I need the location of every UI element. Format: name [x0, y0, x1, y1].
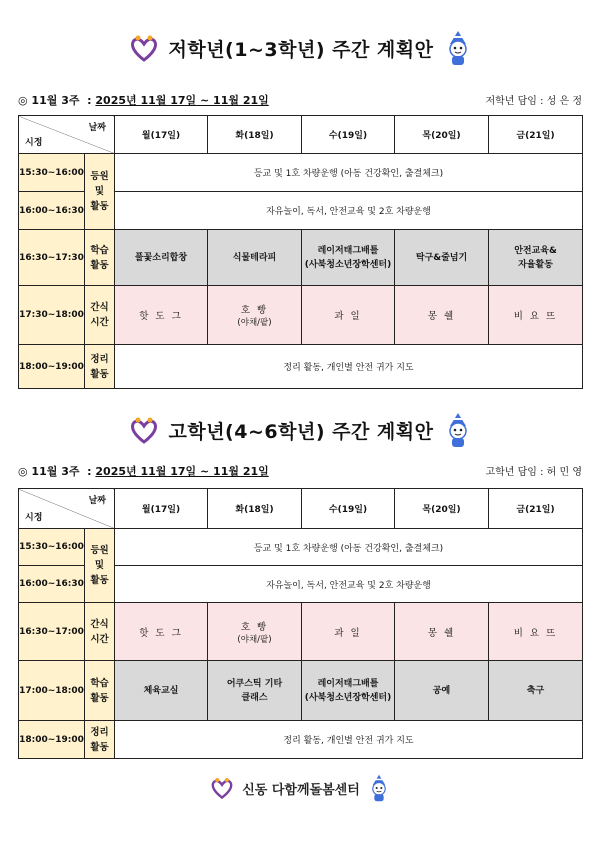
study-cell: 공예	[395, 661, 489, 721]
day-header: 월(17일)	[115, 489, 208, 529]
departure-activity: 정리 활동, 개인별 안전 귀가 지도	[115, 345, 583, 389]
day-header: 목(20일)	[395, 489, 489, 529]
mascot-icon	[444, 30, 472, 66]
upper-info-line	[18, 463, 582, 481]
upper-title-bar	[0, 410, 600, 450]
time-cell: 15:30~16:00	[19, 529, 85, 566]
category-cell: 등원 및 활동	[85, 154, 115, 230]
day-header: 금(21일)	[489, 116, 583, 154]
study-cell: 레이저태그배틀 (사북청소년장학센터)	[302, 230, 395, 286]
table-row	[19, 721, 583, 759]
time-cell: 16:30~17:00	[19, 603, 85, 661]
study-cell: 어쿠스틱 기타 클래스	[208, 661, 302, 721]
footer	[0, 770, 600, 806]
snack-cell: 호 빵 (야채/팥)	[208, 603, 302, 661]
category-cell: 학습 활동	[85, 661, 115, 721]
day-header: 수(19일)	[302, 489, 395, 529]
upper-teacher: 고학년 담임 : 허 민 영	[485, 467, 582, 478]
study-cell: 레이저태그배틀 (사북청소년장학센터)	[302, 661, 395, 721]
study-cell: 풀꽃소리합창	[115, 230, 208, 286]
mascot-icon	[444, 412, 472, 448]
departure-activity: 정리 활동, 개인별 안전 귀가 지도	[115, 721, 583, 759]
heart-logo-icon	[129, 33, 159, 63]
time-cell: 16:00~16:30	[19, 566, 85, 603]
lower-title: 저학년(1~3학년) 주간 계획안	[168, 38, 434, 61]
time-cell: 16:00~16:30	[19, 192, 85, 230]
corner-header	[19, 489, 115, 529]
day-header: 금(21일)	[489, 489, 583, 529]
upper-period-prefix: :	[87, 465, 92, 478]
lower-week: ◎ 11월 3주	[18, 94, 80, 107]
snack-cell: 과 일	[302, 603, 395, 661]
upper-title: 고학년(4~6학년) 주간 계획안	[168, 420, 434, 443]
table-row	[19, 661, 583, 721]
study-cell: 탁구&줄넘기	[395, 230, 489, 286]
snack-cell: 비 요 뜨	[489, 603, 583, 661]
date-label: 날짜	[88, 496, 106, 506]
lower-period-prefix: :	[87, 94, 92, 107]
category-cell: 등원 및 활동	[85, 529, 115, 603]
study-cell: 식물테라피	[208, 230, 302, 286]
time-cell: 18:00~19:00	[19, 721, 85, 759]
heart-logo-icon	[129, 415, 159, 445]
time-cell: 15:30~16:00	[19, 154, 85, 192]
upper-period: 2025년 11월 17일 ~ 11월 21일	[95, 465, 269, 478]
study-cell: 체육교실	[115, 661, 208, 721]
time-cell: 17:00~18:00	[19, 661, 85, 721]
upper-week: ◎ 11월 3주	[18, 465, 80, 478]
table-row	[19, 286, 583, 345]
snack-cell: 핫 도 그	[115, 603, 208, 661]
lower-info-line	[18, 92, 582, 110]
snack-cell: 몽 쉘	[395, 286, 489, 345]
arrival-activity: 등교 및 1호 차량운행 (아동 건강확인, 출결체크)	[115, 529, 583, 566]
free-activity: 자유놀이, 독서, 안전교육 및 2호 차량운행	[115, 566, 583, 603]
heart-logo-icon	[210, 776, 234, 800]
day-header: 수(19일)	[302, 116, 395, 154]
lower-teacher: 저학년 담임 : 성 은 정	[485, 96, 582, 107]
corner-header	[19, 116, 115, 154]
center-name: 신동 다함께돌봄센터	[242, 782, 360, 798]
snack-cell: 호 빵 (야채/팥)	[208, 286, 302, 345]
table-row	[19, 154, 583, 192]
table-row	[19, 345, 583, 389]
lower-schedule-table	[18, 115, 583, 389]
category-cell: 간식 시간	[85, 603, 115, 661]
time-cell: 17:30~18:00	[19, 286, 85, 345]
category-cell: 간식 시간	[85, 286, 115, 345]
date-label: 날짜	[88, 123, 106, 133]
time-label: 시정	[25, 513, 43, 523]
snack-cell: 몽 쉘	[395, 603, 489, 661]
time-cell: 16:30~17:30	[19, 230, 85, 286]
free-activity: 자유놀이, 독서, 안전교육 및 2호 차량운행	[115, 192, 583, 230]
day-header: 월(17일)	[115, 116, 208, 154]
day-header: 목(20일)	[395, 116, 489, 154]
snack-cell: 핫 도 그	[115, 286, 208, 345]
upper-schedule-table	[18, 488, 583, 759]
lower-period: 2025년 11월 17일 ~ 11월 21일	[95, 94, 269, 107]
time-cell: 18:00~19:00	[19, 345, 85, 389]
lower-title-bar	[0, 28, 600, 68]
day-header: 화(18일)	[208, 116, 302, 154]
snack-cell: 비 요 뜨	[489, 286, 583, 345]
snack-cell: 과 일	[302, 286, 395, 345]
time-label: 시정	[25, 138, 43, 148]
table-header-row	[19, 489, 583, 529]
mascot-icon	[368, 774, 390, 802]
study-cell: 안전교육& 자율활동	[489, 230, 583, 286]
table-header-row	[19, 116, 583, 154]
category-cell: 정리 활동	[85, 721, 115, 759]
table-row	[19, 230, 583, 286]
arrival-activity: 등교 및 1호 차량운행 (아동 건강확인, 출결체크)	[115, 154, 583, 192]
category-cell: 정리 활동	[85, 345, 115, 389]
study-cell: 축구	[489, 661, 583, 721]
day-header: 화(18일)	[208, 489, 302, 529]
table-row	[19, 603, 583, 661]
category-cell: 학습 활동	[85, 230, 115, 286]
table-row	[19, 529, 583, 566]
